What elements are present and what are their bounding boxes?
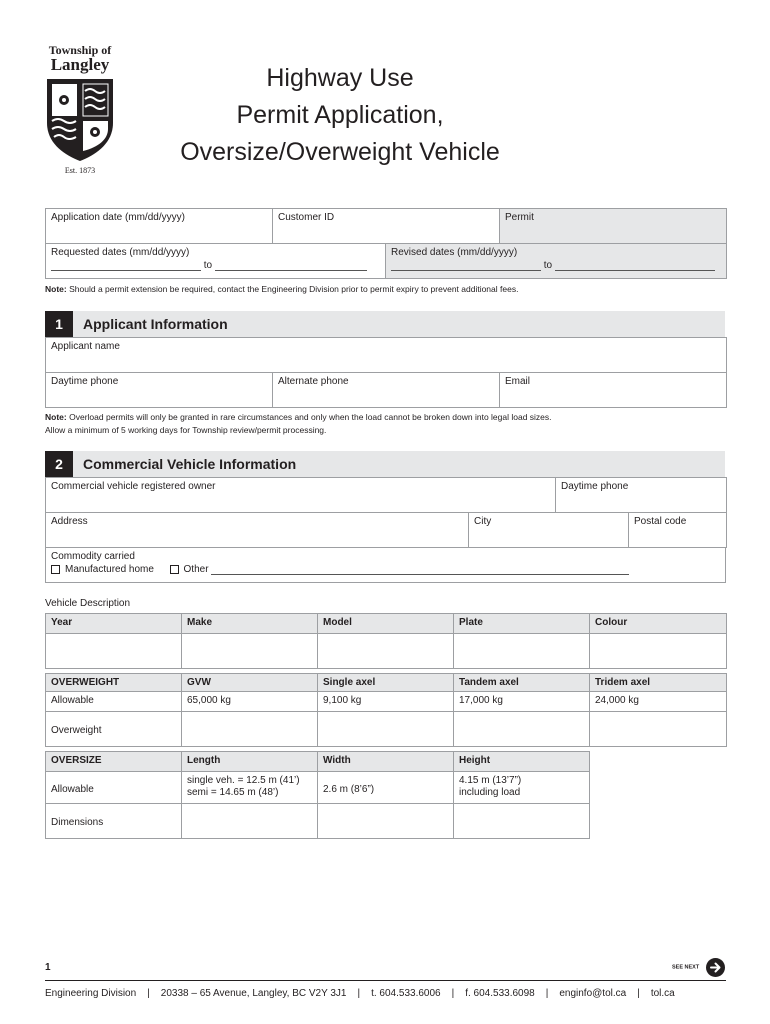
requested-dates-label: Requested dates (mm/dd/yyyy) [51, 247, 190, 258]
overweight-header: OVERWEIGHT [46, 674, 182, 692]
application-date-label: Application date (mm/dd/yyyy) [51, 212, 185, 223]
model-header: Model [318, 614, 454, 634]
height-allowable [454, 772, 590, 804]
gvw-header: GVW [182, 674, 318, 692]
registered-owner-field[interactable] [46, 478, 556, 513]
postal-code-field[interactable] [629, 513, 727, 548]
city-label: City [474, 516, 492, 527]
tandem-axel-header: Tandem axel [454, 674, 590, 692]
footer-address: 20338 – 65 Avenue, Langley, BC V2Y 3J1 [160, 988, 347, 999]
note-label: Note: [45, 284, 67, 294]
title-line1: Highway Use [266, 64, 414, 92]
email-field[interactable] [500, 373, 727, 408]
tridem-axel-allowable: 24,000 kg [590, 692, 727, 712]
oversize-header: OVERSIZE [46, 752, 182, 772]
single-axel-allowable: 9,100 kg [318, 692, 454, 712]
see-next-link[interactable] [672, 958, 725, 977]
commodity-table [45, 547, 726, 583]
title-line3: Oversize/Overweight Vehicle [180, 138, 500, 166]
customer-id-label: Customer ID [278, 212, 335, 223]
other-label: Other [183, 564, 209, 575]
footer-separator: | [147, 988, 150, 999]
tandem-axel-overweight-input[interactable] [454, 712, 590, 747]
footer-separator: | [451, 988, 455, 999]
tridem-axel-overweight-input[interactable] [590, 712, 727, 747]
allowable-label: Allowable [46, 692, 182, 712]
customer-id-field[interactable] [273, 209, 500, 244]
overweight-table [45, 673, 727, 747]
requested-from-line[interactable] [51, 261, 201, 271]
daytime-phone-field[interactable] [46, 373, 273, 408]
note-text: Overload permits will only be granted in rare circumstances and only when the load cannot be broken down into legal load sizes. [69, 412, 552, 422]
footer-phone: t. 604.533.6006 [371, 988, 441, 999]
width-header: Width [318, 752, 454, 772]
address-table [45, 512, 727, 548]
vehicle-description-table [45, 613, 727, 669]
gvw-overweight-input[interactable] [182, 712, 318, 747]
overweight-label: Overweight [46, 712, 182, 747]
title-line2: Permit Application, [236, 101, 444, 129]
note-text: Should a permit extension be required, contact the Engineering Division prior to permit expiry to prevent additional fees. [69, 284, 519, 294]
footer-web-link[interactable]: tol.ca [650, 988, 675, 999]
commodity-field [46, 548, 726, 583]
note-label: Note: [45, 412, 67, 422]
plate-header: Plate [454, 614, 590, 634]
width-allowable: 2.6 m (8’6”) [318, 772, 454, 804]
manufactured-home-label: Manufactured home [65, 564, 154, 575]
alternate-phone-label: Alternate phone [278, 376, 349, 387]
logo-line1: Township of [48, 43, 112, 57]
crest-icon [44, 77, 116, 163]
note-overload [45, 411, 735, 437]
arrow-right-icon [706, 958, 725, 977]
applicant-name-field[interactable] [46, 338, 727, 373]
applicant-table [45, 337, 727, 408]
oversize-table [45, 751, 590, 839]
year-input[interactable] [46, 634, 182, 669]
colour-input[interactable] [590, 634, 727, 669]
requested-dates-table [45, 243, 727, 279]
section-title: Applicant Information [83, 316, 228, 332]
daytime-phone-label: Daytime phone [561, 481, 629, 492]
height-dimension-input[interactable] [454, 804, 590, 839]
section-number: 1 [45, 311, 73, 337]
revised-dates-label: Revised dates (mm/dd/yyyy) [391, 247, 518, 258]
year-header: Year [46, 614, 182, 634]
address-field[interactable] [46, 513, 469, 548]
length-dimension-input[interactable] [182, 804, 318, 839]
tridem-axel-header: Tridem axel [590, 674, 727, 692]
daytime-phone-label: Daytime phone [51, 376, 119, 387]
section-1-header [45, 311, 725, 337]
height-header: Height [454, 752, 590, 772]
model-input[interactable] [318, 634, 454, 669]
form-title [150, 60, 530, 171]
section-number: 2 [45, 451, 73, 477]
other-checkbox[interactable] [170, 565, 179, 574]
postal-code-label: Postal code [634, 516, 687, 527]
township-logo [44, 44, 116, 179]
single-axel-header: Single axel [318, 674, 454, 692]
commodity-label: Commodity carried [51, 551, 135, 562]
owner-daytime-phone-field[interactable] [556, 478, 727, 513]
permit-field [500, 209, 727, 244]
make-header: Make [182, 614, 318, 634]
owner-table [45, 477, 727, 513]
make-input[interactable] [182, 634, 318, 669]
requested-to-line[interactable] [215, 261, 367, 271]
manufactured-home-checkbox[interactable] [51, 565, 60, 574]
length-semi: semi = 14.65 m (48’) [187, 787, 279, 798]
logo-established: Est. 1873 [64, 166, 96, 175]
allowable-label: Allowable [46, 772, 182, 804]
other-line[interactable] [211, 565, 629, 575]
length-single-vehicle: single veh. = 12.5 m (41’) [187, 775, 300, 786]
requested-dates-field[interactable] [46, 244, 386, 279]
footer [45, 988, 725, 999]
note-extension [45, 284, 735, 294]
footer-separator: | [637, 988, 640, 999]
note-text: Allow a minimum of 5 working days for Township review/permit processing. [45, 425, 327, 435]
dimensions-label: Dimensions [46, 804, 182, 839]
height-note: including load [459, 787, 521, 798]
email-label: Email [505, 376, 531, 387]
city-field[interactable] [469, 513, 629, 548]
footer-division: Engineering Division [45, 988, 137, 999]
section-title: Commercial Vehicle Information [83, 456, 297, 472]
registered-owner-label: Commercial vehicle registered owner [51, 481, 216, 492]
to-label: to [203, 260, 213, 271]
footer-rule [45, 980, 726, 981]
tandem-axel-allowable: 17,000 kg [454, 692, 590, 712]
footer-separator: | [357, 988, 361, 999]
see-next-label: SEE NEXT [672, 964, 700, 971]
logo-line2: Langley [50, 55, 110, 74]
gvw-allowable: 65,000 kg [182, 692, 318, 712]
alternate-phone-field[interactable] [273, 373, 500, 408]
permit-label: Permit [505, 212, 534, 223]
revised-from-line [391, 261, 541, 271]
applicant-name-label: Applicant name [51, 341, 120, 352]
height-value: 4.15 m (13’7”) [459, 775, 522, 786]
footer-email-link[interactable]: enginfo@tol.ca [559, 988, 627, 999]
to-label: to [543, 260, 553, 271]
section-2-header [45, 451, 725, 477]
application-dates-table [45, 208, 727, 244]
page-number: 1 [45, 962, 51, 973]
width-dimension-input[interactable] [318, 804, 454, 839]
footer-fax: f. 604.533.6098 [465, 988, 535, 999]
application-date-field[interactable] [46, 209, 273, 244]
revised-to-line [555, 261, 715, 271]
single-axel-overweight-input[interactable] [318, 712, 454, 747]
colour-header: Colour [590, 614, 727, 634]
footer-separator: | [545, 988, 549, 999]
length-header: Length [182, 752, 318, 772]
revised-dates-field [386, 244, 727, 279]
plate-input[interactable] [454, 634, 590, 669]
vehicle-description-label: Vehicle Description [45, 598, 131, 609]
address-label: Address [51, 516, 88, 527]
length-allowable [182, 772, 318, 804]
